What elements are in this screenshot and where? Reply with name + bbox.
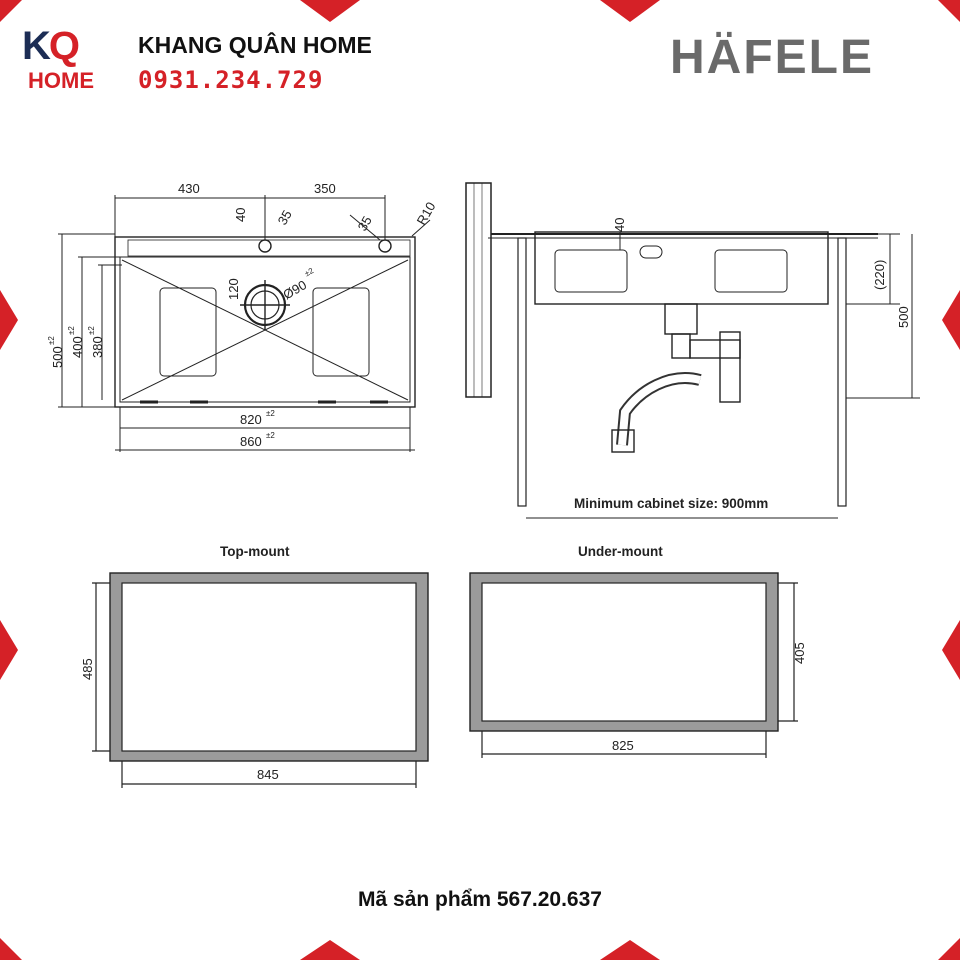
dim-500-side: 500 [896,306,911,328]
dim-860 [240,431,275,449]
top-mount-height: 485 [80,658,95,680]
bowl-cutout-left [160,288,216,376]
svg-text:±2: ±2 [47,336,56,345]
svg-text:±2: ±2 [266,409,275,418]
dim-120: 120 [226,278,241,300]
svg-text:500: 500 [50,346,65,368]
logo-letters: KQ [22,24,79,68]
cabinet-left-wall [518,238,526,506]
top-mount-label: Top-mount [220,544,290,559]
dim-35-soap: 35 [354,213,375,234]
dim-40-top: 40 [233,207,248,222]
under-mount-label: Under-mount [578,544,663,559]
shop-name: KHANG QUÂN HOME [138,32,372,58]
drain-trap [720,332,740,402]
soap-hole [379,240,391,252]
logo-word: HOME [28,68,94,93]
side-slot-right [715,250,787,292]
under-mount-width: 825 [612,738,634,753]
sink-body-side [535,232,828,304]
wall-tiles [466,183,491,397]
svg-text:860: 860 [240,434,262,449]
wall-tile-grid [474,183,482,397]
svg-text:Ø90: Ø90 [280,277,310,303]
tap-hole [259,240,271,252]
under-mount-height: 405 [792,642,807,664]
svg-text:±2: ±2 [67,326,76,335]
phone-number: 0931.234.729 [138,66,324,94]
dim-820 [240,409,275,427]
dim-40-side: 40 [612,217,627,232]
dim-430: 430 [178,181,200,196]
cabinet-note: Minimum cabinet size: 900mm [574,496,769,511]
side-view [466,183,920,518]
svg-text:±2: ±2 [266,431,275,440]
svg-text:±2: ±2 [303,266,316,279]
dim-drain-diameter [278,266,321,303]
svg-text:±2: ±2 [87,326,96,335]
svg-text:380: 380 [90,336,105,358]
top-mount-width: 845 [257,767,279,782]
top-mount-template [92,573,428,788]
hafele-logo: HÄFELE [670,31,874,84]
dim-35-tap: 35 [274,207,295,228]
dim-r10: R10 [413,199,439,228]
dim-350: 350 [314,181,336,196]
cabinet-right-wall [838,238,846,506]
dim-220: (220) [872,259,887,290]
side-slot-left [555,250,627,292]
svg-text:820: 820 [240,412,262,427]
under-mount-template [470,573,798,758]
drain-basket [665,304,697,334]
svg-text:400: 400 [70,336,85,358]
drain-pipe [690,340,740,358]
overflow-hole [640,246,662,258]
product-code: Mã sản phẩm 567.20.637 [358,888,602,911]
bowl-cutout-right [313,288,369,376]
